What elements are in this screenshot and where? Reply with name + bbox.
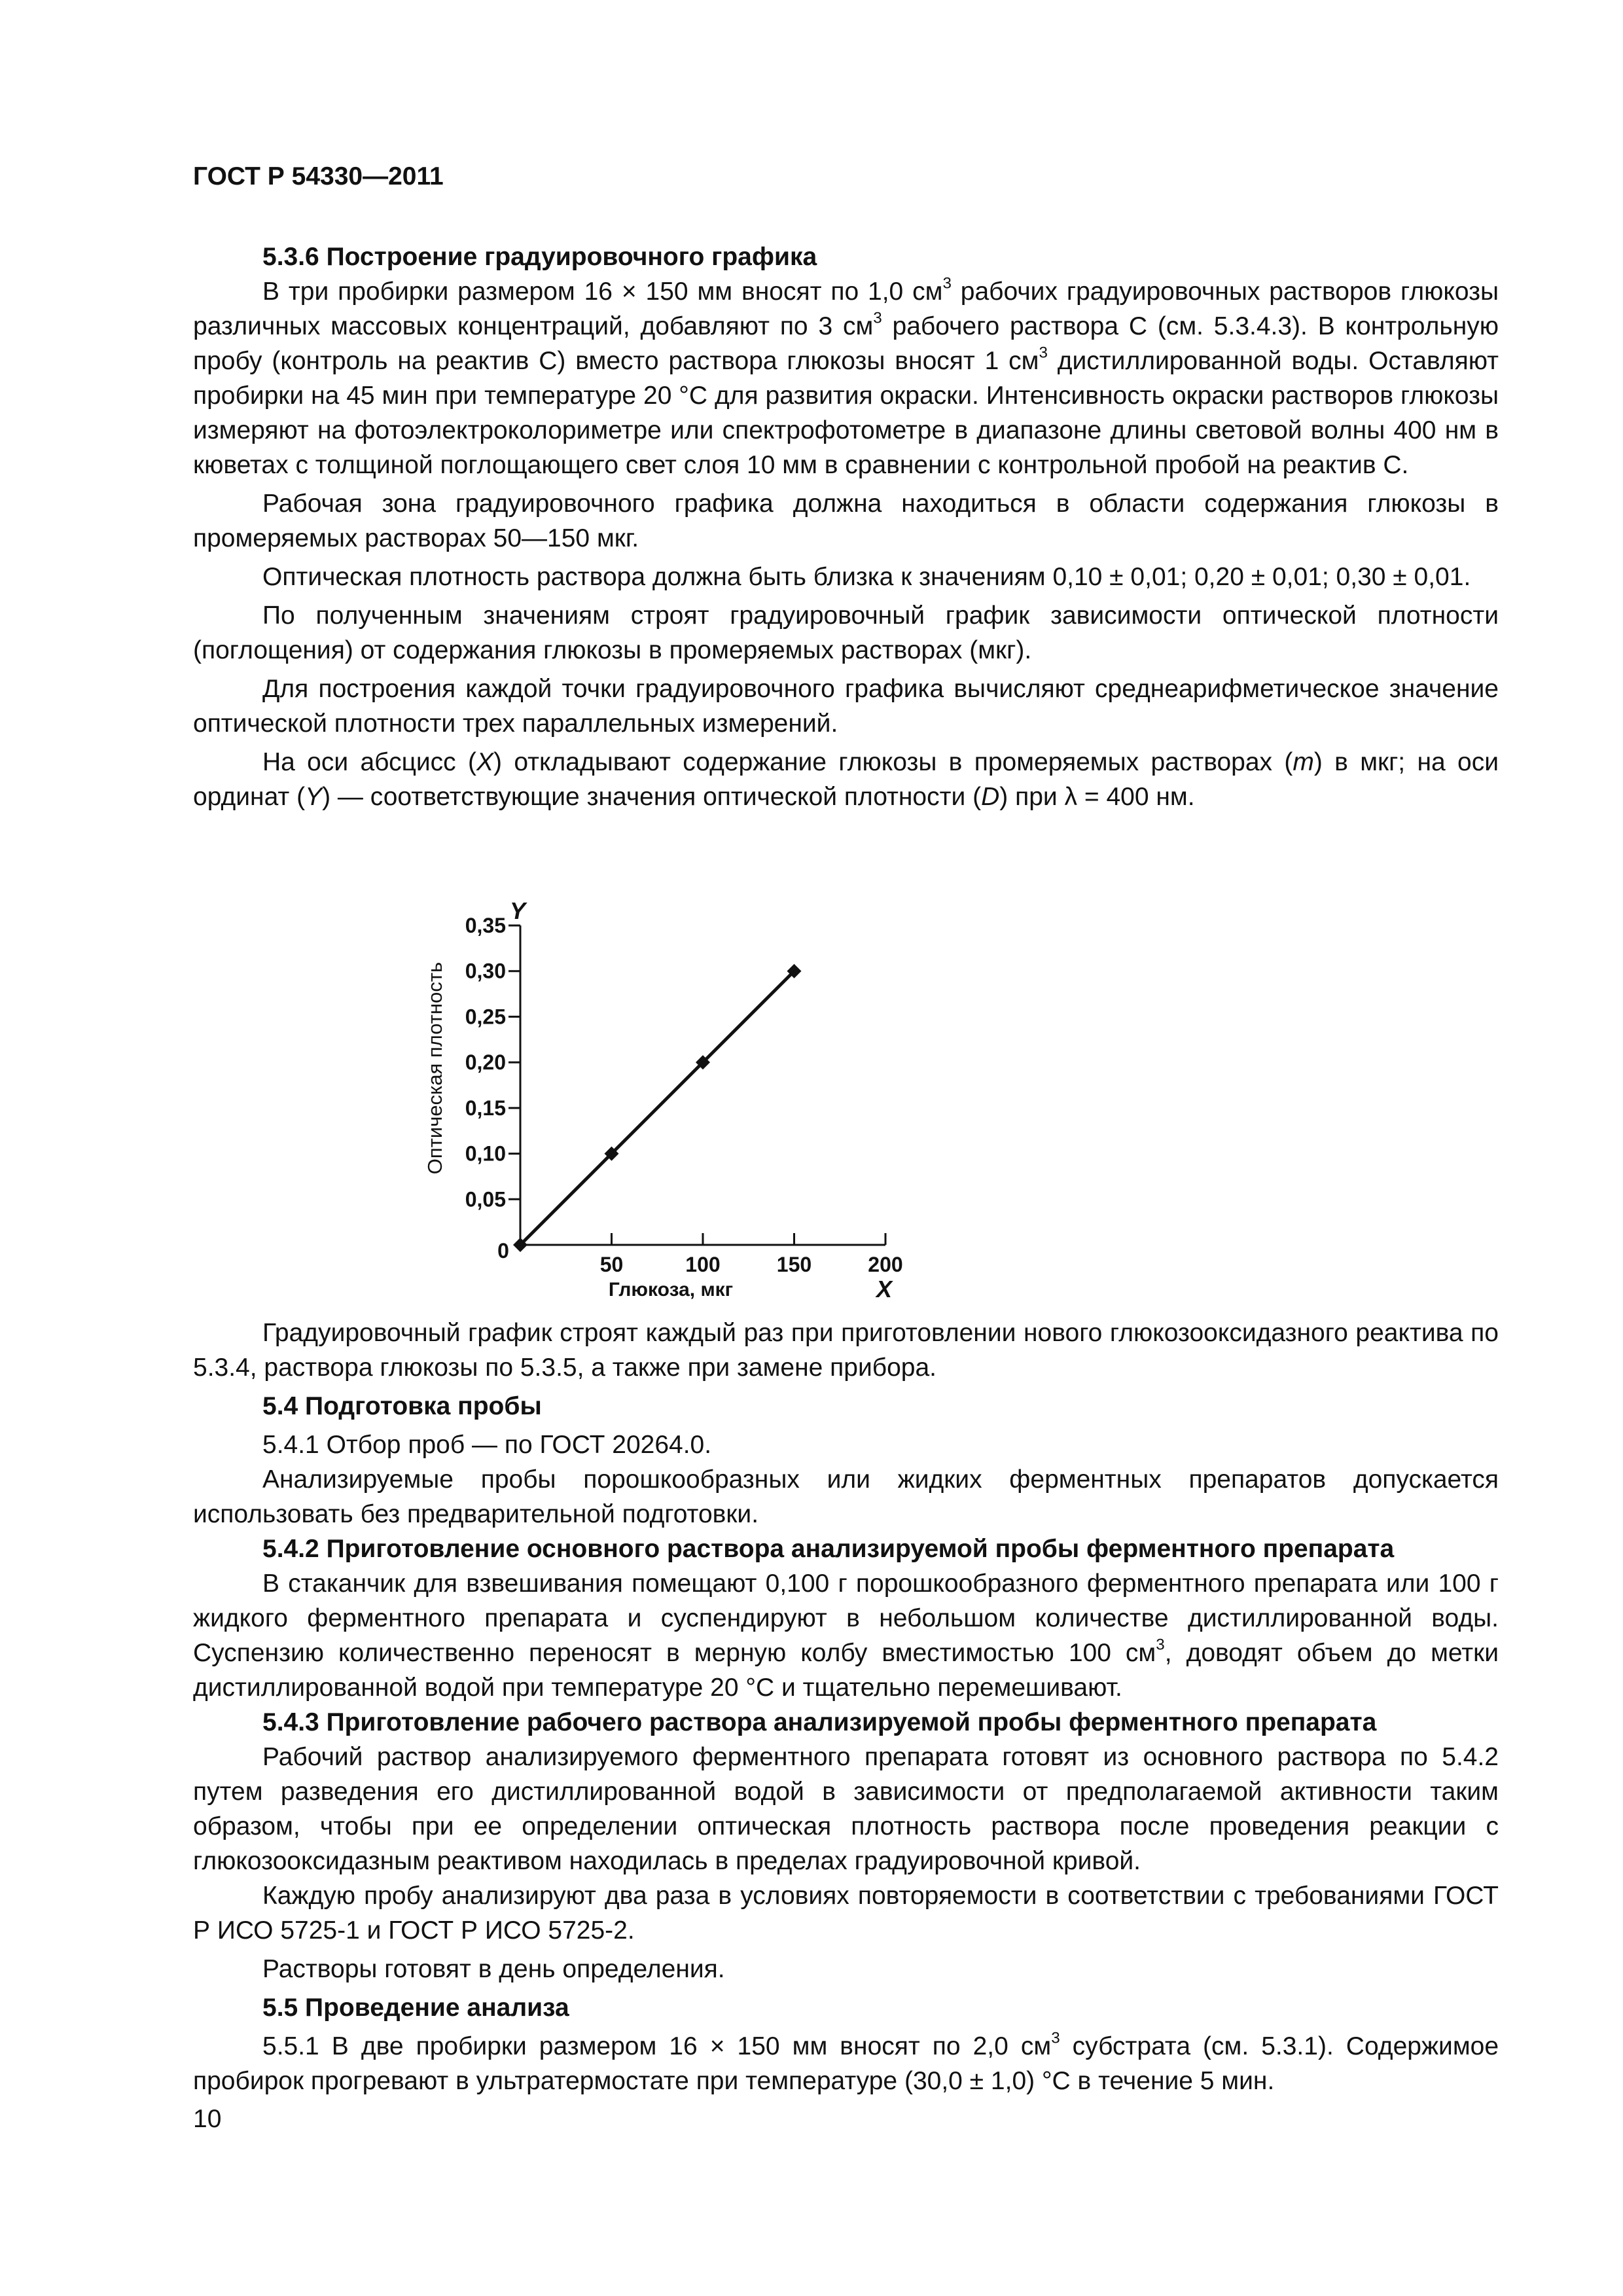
italic-symbol: X (476, 748, 494, 776)
x-tick-label: 50 (599, 1253, 624, 1276)
y-tick-label: 0,30 (465, 959, 506, 983)
text-run: рабочих градуировочных растворов глюкозы различных массовых концентраций, добавляют по 3 см (193, 278, 1499, 340)
italic-symbol: Y (305, 783, 323, 811)
italic-symbol: D (981, 783, 1000, 811)
superscript: 3 (1051, 2029, 1060, 2047)
text-run: В три пробирки размером 16 × 150 мм вносят по 1,0 см (262, 278, 943, 306)
section-5-4-3-heading: 5.4.3 Приготовление рабочего раствора анализируемой пробы ферментного препарата (262, 1708, 1377, 1736)
y-tick-label: 0,25 (465, 1005, 506, 1029)
text-run: рабочего раствора С (см. 5.3.4.3). В контрольную пробу (контроль на реактив С) вместо раствора глюкозы вносят 1 см (193, 312, 1499, 375)
section-5-4-heading: 5.4 Подготовка пробы (262, 1392, 542, 1420)
paragraph-5-4-3-1: Рабочий раствор анализируемого ферментного препарата готовят из основного раствора по 5.4.2 путем разведения его дистиллированной водой в зависимости от предполагаемой активности таким образом, чтобы при ее определении оптическая плотность раствора после проведения реакции с глюкозооксидазным реактивом находилась в пределах градуировочной кривой. (193, 1743, 1499, 1875)
section-5-4-2-heading: 5.4.2 Приготовление основного раствора анализируемой пробы ферментного препарата (262, 1535, 1395, 1563)
superscript: 3 (942, 274, 952, 293)
y-axis-letter: Y (509, 897, 526, 924)
y-tick-label: 0,05 (465, 1187, 506, 1211)
paragraph-5-3-6-2: Рабочая зона градуировочного графика должна находиться в области содержания глюкозы в промеряемых растворах 50—150 мкг. (193, 490, 1499, 552)
paragraph-5-3-6-4: По полученным значениям строят градуировочный график зависимости оптической плотности (поглощения) от содержания глюкозы в промеряемых растворах (мкг). (193, 601, 1499, 664)
paragraph-5-3-6-7: Градуировочный график строят каждый раз при приготовлении нового глюкозооксидазного реактива по 5.3.4, раствора глюкозы по 5.3.5, а также при замене прибора. (193, 1319, 1499, 1382)
calibration-chart (193, 814, 1499, 1316)
superscript: 3 (1039, 344, 1048, 362)
origin-label: 0 (497, 1239, 509, 1263)
paragraph-5-4-3-3: Растворы готовят в день определения. (262, 1955, 725, 1983)
superscript: 3 (1156, 1636, 1165, 1654)
superscript: 3 (873, 309, 882, 327)
x-tick-label: 150 (776, 1253, 812, 1276)
y-axis-title: Оптическая плотность (423, 961, 446, 1175)
paragraph-5-3-6-3: Оптическая плотность раствора должна быть близка к значениям 0,10 ± 0,01; 0,20 ± 0,01; 0,30 ± 0,01. (262, 563, 1471, 591)
text-run: ) — соответствующие значения оптической плотности ( (322, 783, 982, 811)
text-run: 5.5.1 В две пробирки размером 16 × 150 мм вносят по 2,0 см (262, 2032, 1052, 2060)
series-line (520, 971, 794, 1245)
text-run: дистиллированной воды. Оставляют пробирки на 45 мин при температуре 20 °С для развития окраски. Интенсивность окраски растворов глюкозы измеряют на фотоэлектроколориметре или спектрофотометре в диапазоне длины световой волны 400 нм в кюветах с толщиной поглощающего свет слоя 10 мм в сравнении с контрольной пробой на реактив С. (193, 347, 1499, 479)
section-5-5-heading: 5.5 Проведение анализа (262, 1994, 569, 2022)
paragraph-5-4-2 (193, 1566, 1499, 1705)
x-tick-label: 100 (685, 1253, 721, 1276)
text-run: ) откладывают содержание глюкозы в промеряемых растворах ( (493, 748, 1293, 776)
y-tick-label: 0,35 (465, 914, 506, 937)
x-axis-letter: X (876, 1276, 893, 1302)
paragraph-5-4-3-2: Каждую пробу анализируют два раза в условиях повторяемости в соответствии с требованиями ГОСТ Р ИСО 5725-1 и ГОСТ Р ИСО 5725-2. (193, 1882, 1499, 1945)
text-run: , доводят объем до метки дистиллированной водой при температуре 20 °С и тщательно перемешивают. (193, 1639, 1499, 1702)
text-run: На оси абсцисс ( (262, 748, 476, 776)
calibration-chart-svg (193, 814, 1499, 1316)
paragraph-5-5-1 (193, 2029, 1499, 2098)
text-run: В стаканчик для взвешивания помещают 0,100 г порошкообразного ферментного препарата или 100 г жидкого ферментного препарата и суспендируют в небольшом количестве дистиллированной воды. Суспензию количественно переносят в мерную колбу вместимостью 100 см (193, 1570, 1499, 1667)
paragraph-5-3-6-1 (193, 274, 1499, 482)
paragraph-5-4-1: 5.4.1 Отбор проб — по ГОСТ 20264.0. (262, 1431, 712, 1459)
y-tick-label: 0,15 (465, 1096, 506, 1120)
page-body (193, 240, 1499, 2098)
paragraph-5-3-6-5: Для построения каждой точки градуировочного графика вычисляют среднеарифметическое значение оптической плотности трех параллельных измерений. (193, 675, 1499, 738)
document-header: ГОСТ Р 54330—2011 (193, 162, 444, 190)
italic-symbol: m (1293, 748, 1314, 776)
y-tick-label: 0,10 (465, 1141, 506, 1166)
paragraph-5-3-6-6 (193, 745, 1499, 814)
text-run: субстрата (см. 5.3.1). Содержимое пробирок прогревают в ультратермостате при температуре (30,0 ± 1,0) °С в течение 5 мин. (193, 2032, 1499, 2095)
x-axis-title: Глюкоза, мкг (608, 1279, 734, 1300)
section-5-3-6-heading: 5.3.6 Построение градуировочного графика (262, 243, 817, 271)
y-tick-label: 0,20 (465, 1050, 506, 1075)
text-run: ) в мкг; на оси ординат ( (193, 748, 1499, 811)
text-run: ) при λ = 400 нм. (999, 783, 1195, 811)
paragraph-5-4-1-note: Анализируемые пробы порошкообразных или жидких ферментных препаратов допускается использовать без предварительной подготовки. (193, 1465, 1499, 1528)
x-tick-label: 200 (868, 1253, 903, 1276)
page-number: 10 (193, 2105, 222, 2133)
